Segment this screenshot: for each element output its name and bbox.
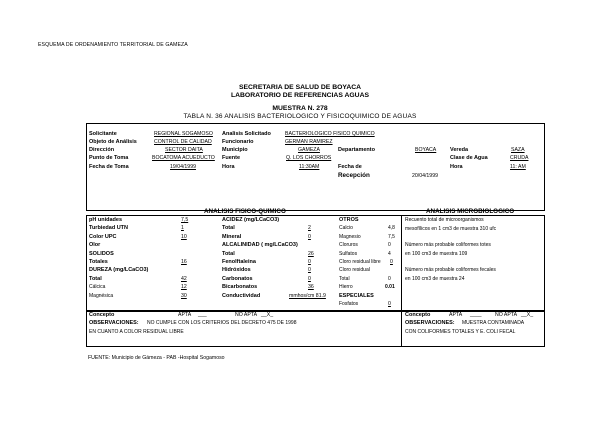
direccion-value: SECTOR DAITA: [165, 147, 203, 153]
objeto-label: Objeto de Análisis: [89, 139, 137, 145]
fq1-label: Cálcica: [89, 284, 106, 291]
fq-section-title: ANALISIS FISICO-QUIMICO: [204, 208, 286, 215]
concept-divider: [401, 311, 402, 347]
fq3-value: 0: [388, 275, 391, 282]
recepcion-label-2: Recepción: [338, 172, 370, 179]
fq1-value: 7,5: [181, 217, 189, 223]
fuente-label: Fuente: [222, 155, 241, 161]
footer-source: FUENTE: Municipio de Gámeza - PAB -Hospital Sogamoso: [88, 355, 225, 361]
fq2-label: Hidróxidos: [222, 267, 251, 274]
fq2-label: ACIDEZ (mg/LCaCO3): [222, 217, 280, 223]
analisis-value: BACTERIOLOGICO FISICO QUIMICO: [285, 131, 375, 137]
micro-line: en 100 cm3 de muestra 109: [405, 251, 468, 257]
punto-label: Punto de Toma: [89, 155, 129, 161]
analisis-label: Analisis Solicitado: [222, 131, 271, 137]
fq3-label: Calcio: [339, 225, 353, 232]
concepto-left-noapta-mark: __X_: [261, 312, 274, 318]
fq2-value: 36: [308, 284, 314, 291]
clase-label: Clase de Agua: [450, 155, 488, 161]
concepto-left-noapta: NO APTA: [235, 312, 258, 318]
obs-left-label: OBSERVACIONES:: [89, 320, 139, 326]
departamento-label: Departamento: [338, 147, 375, 153]
fq1-label: Total: [89, 275, 102, 282]
fq1-label: Turbiedad UTN: [89, 225, 129, 232]
fq3-label: Magnesio: [339, 233, 361, 240]
concepto-left-apta: APTA: [178, 312, 192, 318]
fq2-value: 0: [308, 275, 311, 282]
fq3-label: Sulfatos: [339, 250, 358, 257]
fuente-value: Q. LOS CHORROS: [286, 155, 332, 161]
obs-right-text-2: CON COLIFORMES TOTALES Y E. COLI FECAL: [405, 329, 516, 335]
municipio-label: Municipio: [222, 147, 248, 153]
fq1-value: 42: [181, 275, 187, 282]
clase-value: CRUDA: [510, 155, 529, 161]
fq3-label: Hierro: [339, 284, 353, 291]
fq2-label: Carbonatos: [222, 275, 253, 282]
fq3-value: 0.01: [385, 284, 395, 291]
title-muestra: MUESTRA N. 278: [272, 105, 328, 112]
concepto-right-apta: APTA: [449, 312, 463, 318]
fq1-value: 1: [181, 225, 184, 232]
vereda-label: Vereda: [450, 147, 469, 153]
fq2-label: Bicarbonatos: [222, 284, 258, 291]
micro-line: Número más probable coliformes totes: [405, 242, 491, 248]
fq1-value: 12: [181, 284, 187, 291]
fq2-label: Mineral: [222, 233, 242, 240]
hora-value: 11:30AM: [299, 164, 320, 170]
punto-value: BOCATOMA ACUEDUCTO: [152, 155, 215, 161]
fq3-label: OTROS: [339, 217, 359, 223]
fq2-label: Total: [222, 225, 235, 232]
fq1-label: DUREZA (mg/LCaCO3): [89, 267, 149, 274]
funcionario-label: Funcionario: [222, 139, 254, 145]
funcionario-value: GERMAN RAMIREZ: [285, 139, 333, 145]
direccion-label: Dirección: [89, 147, 115, 153]
fq3-value: 0: [388, 301, 391, 307]
micro-line: Número más probable coliformes fecales: [405, 267, 496, 273]
obs-right-label: OBSERVACIONES:: [405, 320, 455, 326]
concepto-right-label: Concepto: [405, 312, 431, 318]
fq3-value: 4: [388, 250, 391, 257]
fq3-label: Cloro residual libre: [339, 259, 381, 265]
micro-line: en 100 cm3 de muestra 24: [405, 276, 465, 282]
fq3-value: 7,5: [388, 233, 395, 240]
hora2-label: Hora: [450, 164, 463, 170]
fq3-value: 0: [390, 259, 393, 265]
micro-line: mesofílicos en 1 cm3 de muestra 310 ufc: [405, 226, 497, 232]
hora2-value: 11: AM: [510, 164, 526, 170]
obs-left-text-2: EN CUANTO A COLOR RESIDUAL LIBRE: [89, 329, 184, 335]
fq1-value: 30: [181, 292, 187, 299]
concepto-right-apta-mark: ____: [470, 312, 482, 318]
recepcion-label-1: Fecha de: [338, 164, 362, 170]
fq3-value: 4,8: [388, 225, 395, 232]
concepto-right-noapta: NO APTA: [495, 312, 518, 318]
fq1-label: Olor: [89, 242, 101, 249]
fq2-label: Total: [222, 250, 235, 257]
concepto-right-noapta-mark: __X_: [521, 312, 534, 318]
fecha-value: 19/04/1999: [170, 164, 196, 170]
fq2-value: 0: [308, 233, 311, 240]
fq1-value: 10: [181, 233, 187, 240]
title-laboratorio: LABORATORIO DE REFERENCIAS AGUAS: [230, 92, 370, 99]
fecha-label: Fecha de Toma: [89, 164, 129, 170]
fq3-label: Fosfatos: [339, 301, 359, 307]
document-header: ESQUEMA DE ORDENAMIENTO TERRITORIAL DE GAMEZA: [38, 42, 188, 48]
fq1-label: Totales: [89, 259, 108, 265]
municipio-value: GAMEZA: [298, 147, 320, 153]
table-caption: TABLA N. 36 ANALISIS BACTERIOLOGICO Y FISICOQUIMICO DE AGUAS: [183, 113, 417, 120]
fq2-label: ALCALINIDAD ( mg/LCaCO3): [222, 242, 298, 249]
micro-line: Recuento total de microorganismos: [405, 217, 484, 223]
concepto-left-label: Concepto: [89, 312, 115, 318]
fq2-label: Fenolftaleina: [222, 259, 256, 265]
fq3-label: Cloruros: [339, 242, 358, 249]
obs-right-text-1: MUESTRA CONTAMINADA: [462, 320, 525, 326]
fq2-value: mmhos/cm 81.9: [289, 292, 326, 299]
fq1-value: 16: [181, 259, 187, 265]
fq2-value: 2: [308, 225, 311, 232]
micro-section-title: ANALISIS MICROBIOLOGICO: [426, 208, 515, 215]
title-secretaria: SECRETARIA DE SALUD DE BOYACA: [238, 84, 362, 91]
fq2-value: 26: [308, 250, 314, 257]
solicitante-label: Solicitante: [89, 131, 117, 137]
departamento-value: BOYACA: [415, 147, 437, 153]
objeto-value: CONTROL DE CALIDAD: [154, 139, 212, 145]
solicitante-value: REGIONAL SOGAMOSO: [154, 131, 213, 137]
fq1-label: pH unidades: [89, 217, 123, 223]
fq3-label: ESPECIALES: [339, 292, 374, 299]
recepcion-value: 20/04/1999: [412, 173, 438, 179]
fq2-label: Conductividad: [222, 292, 261, 299]
fq3-value: 0: [388, 242, 391, 249]
obs-left-text-1: NO CUMPLE CON LOS CRITERIOS DEL DECRETO 475 DE 1998: [147, 320, 297, 326]
concepto-left-apta-mark: ___: [198, 312, 207, 318]
fq3-label: Cloro residual: [339, 267, 370, 274]
fq3-label: Total: [339, 275, 350, 282]
fq1-label: SOLIDOS: [89, 250, 114, 257]
fq2-value: 0: [308, 267, 311, 274]
fq1-label: Color UPC: [89, 233, 117, 240]
fq1-label: Magnésica: [89, 292, 114, 299]
fq2-value: 0: [308, 259, 311, 265]
hora-label: Hora: [222, 164, 235, 170]
vereda-value: SAZA: [511, 147, 525, 153]
analysis-divider: [401, 215, 402, 311]
